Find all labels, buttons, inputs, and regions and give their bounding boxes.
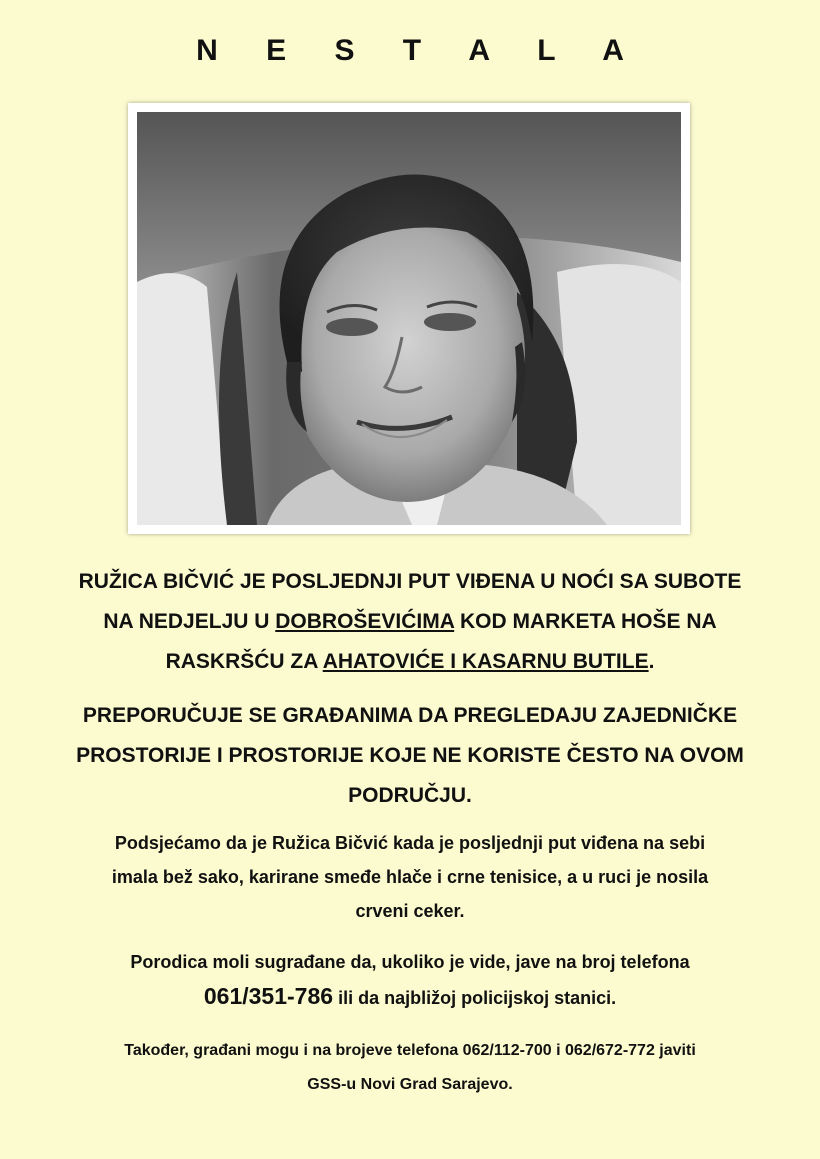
recommendation-line-2: PROSTORIJE I PROSTORIJE KOJE NE KORISTE ČESTO NA OVOM <box>76 744 744 767</box>
clothing-description-paragraph <box>40 826 780 928</box>
recommendation-line-1: PREPORUČUJE SE GRAĐANIMA DA PREGLEDAJU ZAJEDNIČKE <box>82 704 738 727</box>
poster-title: N E S T A L A <box>196 34 644 67</box>
contact-line-1: Porodica moli sugrađane da, ukoliko je vide, jave na broj telefona <box>130 952 690 972</box>
clothing-line-3: crveni ceker. <box>355 901 465 921</box>
text-segment: . <box>648 650 655 673</box>
recommendation-line-3: PODRUČJU. <box>348 784 472 807</box>
contact-paragraph <box>40 945 780 1015</box>
family-phone-number: 061/351-786 <box>203 983 334 1009</box>
recommendation-paragraph <box>40 696 780 816</box>
contact-line-2 <box>40 979 780 1015</box>
location-ahatovici-butile: AHATOVIĆE I KASARNU BUTILE <box>322 650 649 673</box>
clothing-line-2: imala bež sako, karirane smeđe hlače i crne tenisice, a u ruci je nosila <box>111 867 709 887</box>
photo-frame <box>128 103 690 534</box>
text-segment: RASKRŠĆU ZA <box>165 650 323 673</box>
text-segment: KOD MARKETA HOŠE NA <box>454 610 717 633</box>
last-seen-paragraph <box>40 562 780 682</box>
last-seen-line-3 <box>40 642 780 682</box>
gss-contact-paragraph <box>40 1034 780 1102</box>
last-seen-line-2 <box>40 602 780 642</box>
clothing-line-1: Podsjećamo da je Ružica Bičvić kada je posljednji put viđena na sebi <box>114 833 706 853</box>
gss-line-2: GSS-u Novi Grad Sarajevo. <box>307 1076 513 1093</box>
text-segment: NA NEDJELJU U <box>103 610 276 633</box>
last-seen-line-1: RUŽICA BIČVIĆ JE POSLJEDNJI PUT VIĐENA U NOĆI SA SUBOTE <box>78 570 742 593</box>
location-dobrosevici: DOBROŠEVIĆIMA <box>275 610 455 633</box>
text-segment: ili da najbližoj policijskoj stanici. <box>333 988 617 1008</box>
gss-line-1: Također, građani mogu i na brojeve telefona 062/112-700 i 062/672-772 javiti <box>124 1042 696 1059</box>
portrait-photo <box>137 112 681 525</box>
